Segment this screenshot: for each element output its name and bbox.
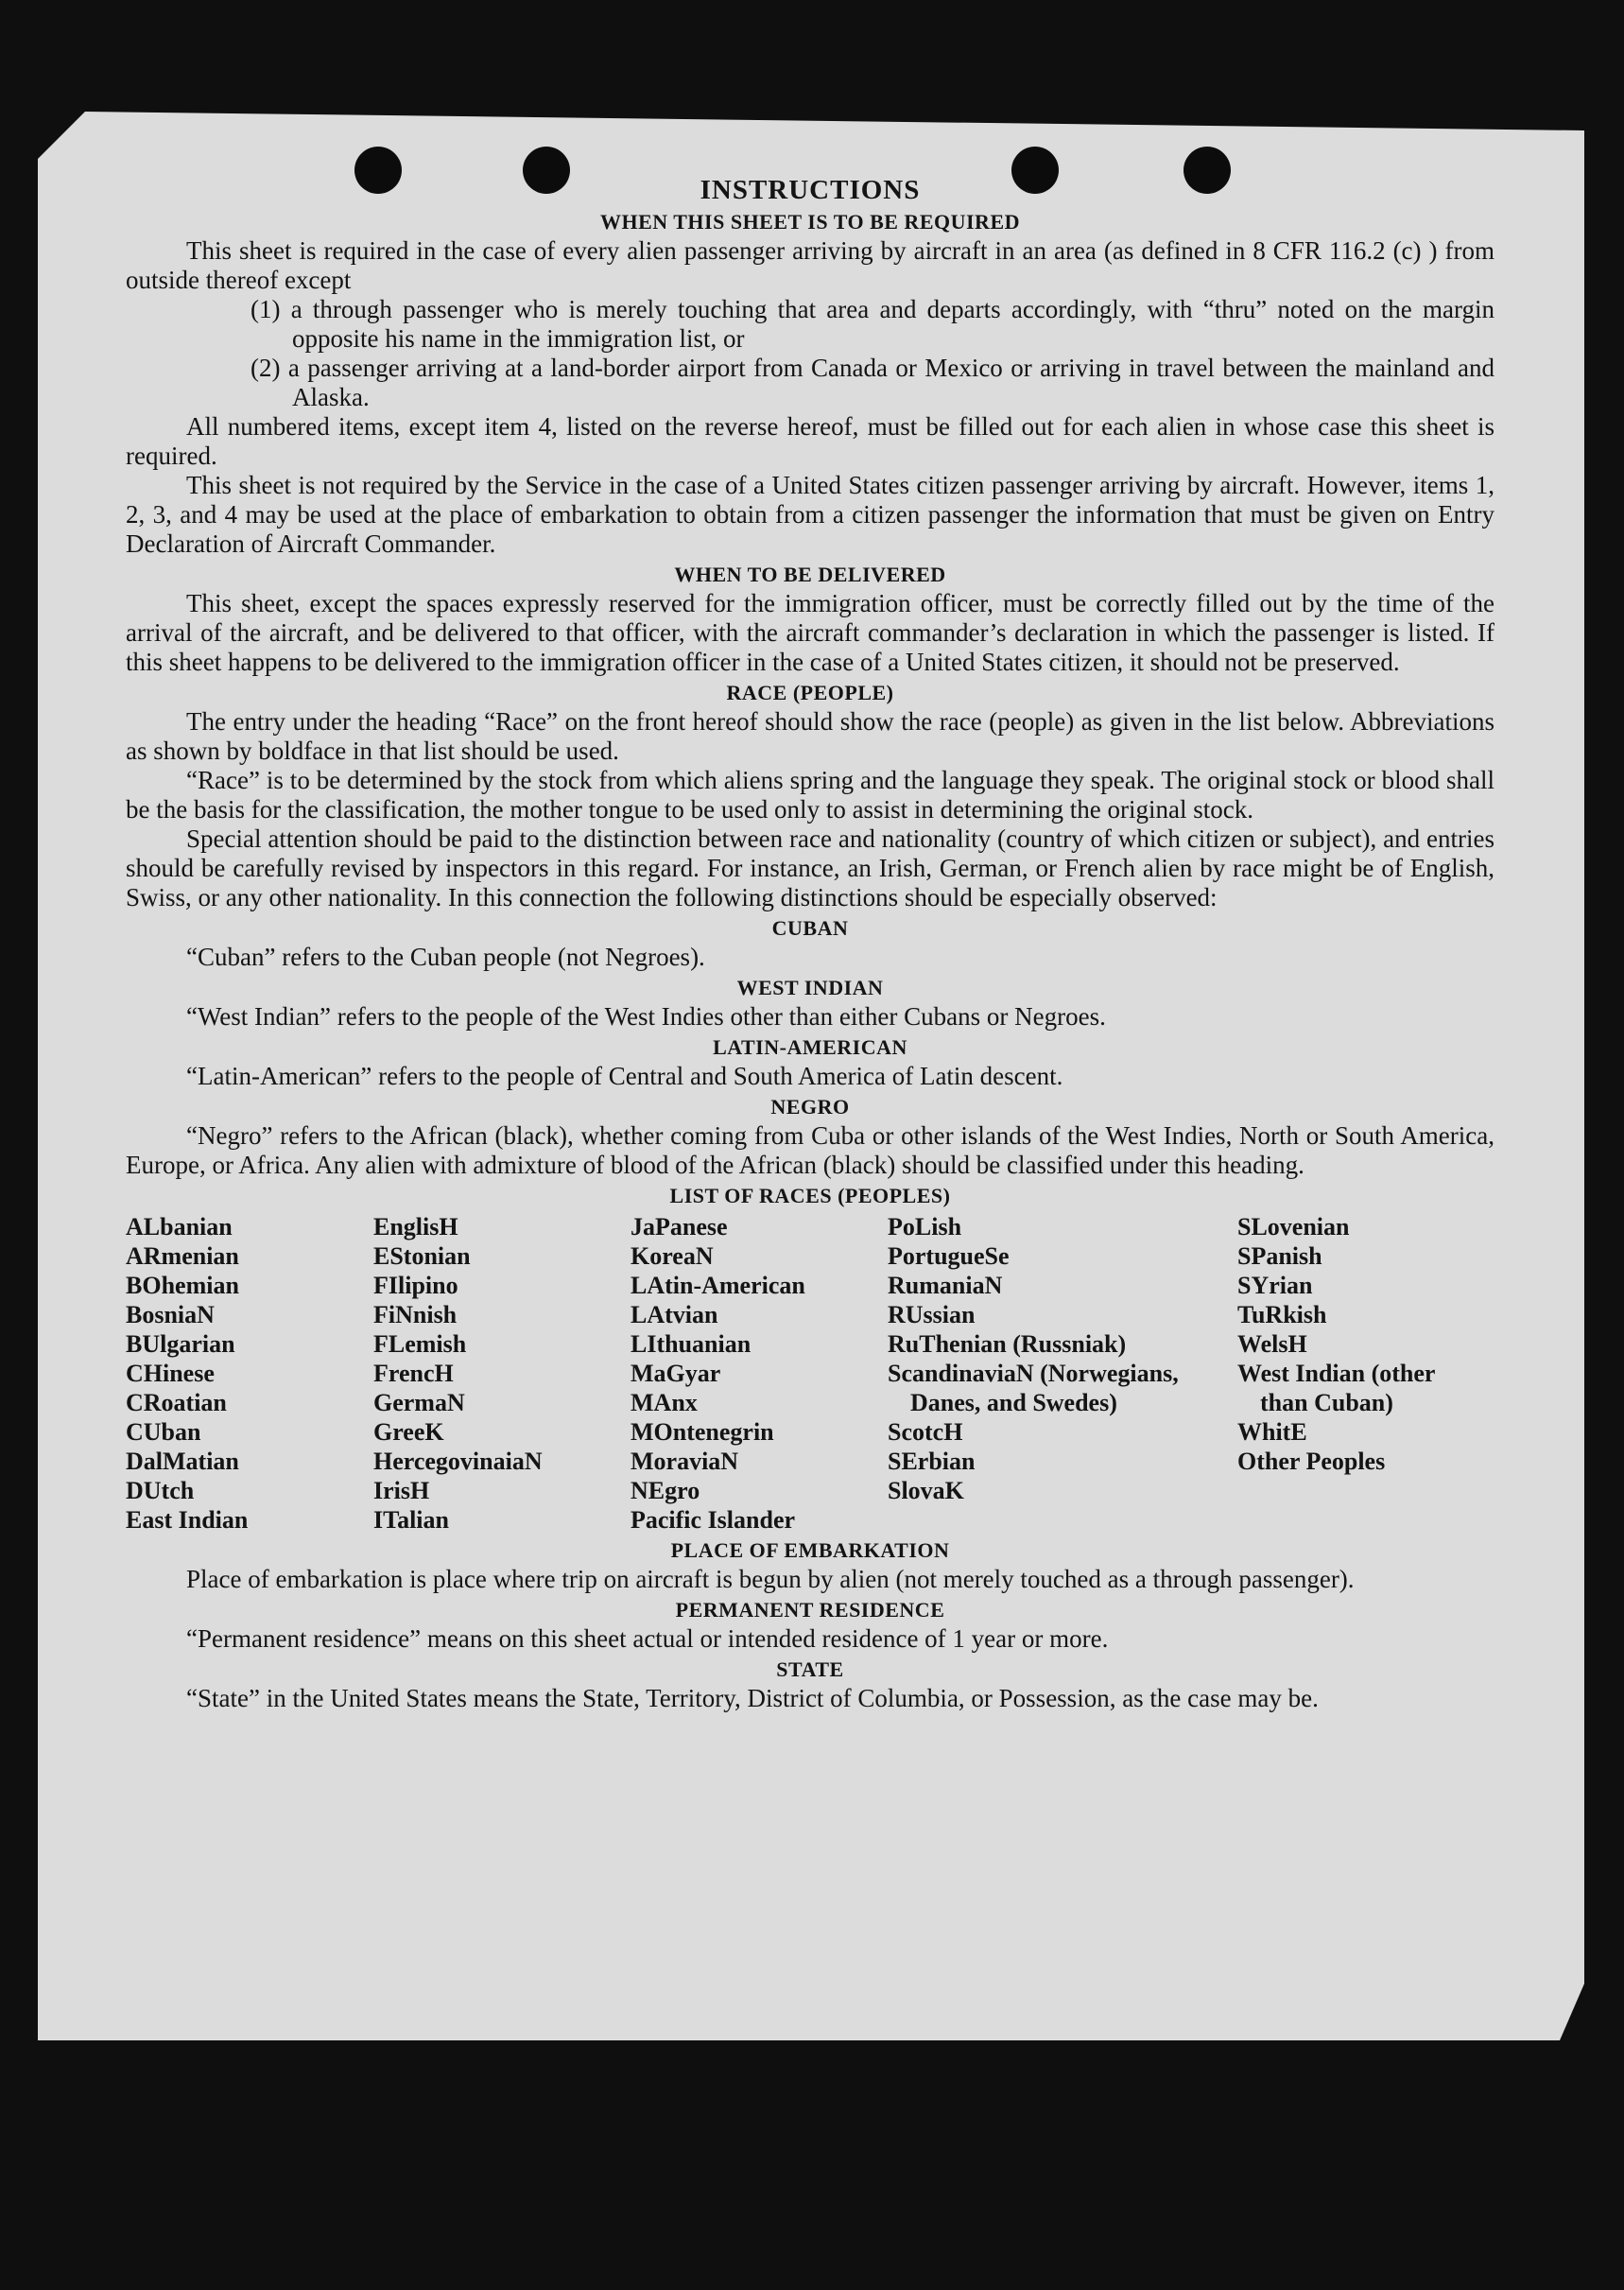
race-entry: BOhemian xyxy=(126,1272,239,1299)
race-entry: ScotcH xyxy=(888,1418,963,1446)
section-heading: WEST INDIAN xyxy=(736,976,884,999)
race-entry: RuThenian (Russniak) xyxy=(888,1330,1127,1358)
paragraph: “Permanent residence” means on this sheet actual or intended residence of 1 year or more. xyxy=(186,1624,1109,1653)
race-entry: ARmenian xyxy=(126,1242,239,1270)
race-entry: LIthuanian xyxy=(631,1330,752,1358)
race-entry: RumaniaN xyxy=(888,1272,1003,1299)
paragraph: “Cuban” refers to the Cuban people (not Negroes). xyxy=(186,943,705,971)
race-entry: SLovenian xyxy=(1237,1213,1350,1240)
race-entry: SErbian xyxy=(888,1448,976,1475)
races-list xyxy=(126,1212,1494,1535)
race-entry: LAtin-American xyxy=(631,1272,805,1299)
race-entry: LAtvian xyxy=(631,1301,718,1328)
paragraph: This sheet is not required by the Service in the case of a United States citizen passenger arriving by aircraft. However, items 1, 2, 3, and 4 may be used at the place of embarkation to obtain from a citizen passenger the information that must be given on Entry Declaration of Aircraft Commander. xyxy=(126,471,1494,558)
race-entry: JaPanese xyxy=(631,1213,728,1240)
race-entry: Pacific Islander xyxy=(631,1506,796,1534)
race-entry: CUban xyxy=(126,1418,201,1446)
race-entry: East Indian xyxy=(126,1506,249,1534)
race-entry: CHinese xyxy=(126,1360,215,1387)
section-heading: WHEN THIS SHEET IS TO BE REQUIRED xyxy=(599,210,1021,234)
races-column xyxy=(631,1212,888,1535)
list-item: (1) a through passenger who is merely touching that area and departs accordingly, with “thru” noted on the margin opposite his name in the immigration list, or xyxy=(251,295,1494,353)
race-entry: CRoatian xyxy=(126,1389,227,1416)
race-entry: FIlipino xyxy=(373,1272,458,1299)
paragraph: “Race” is to be determined by the stock from which aliens spring and the language they speak. The original stock or blood shall be the basis for the classification, the mother tongue to be used only to assist in determining the original stock. xyxy=(126,766,1494,824)
paragraph: “Negro” refers to the African (black), whether coming from Cuba or other islands of the West Indies, North or South America, Europe, or Africa. Any alien with admixture of blood of the African (black) should be classified under this heading. xyxy=(126,1121,1494,1179)
paragraph: “Latin-American” refers to the people of Central and South America of Latin descent. xyxy=(186,1062,1063,1090)
race-entry: SlovaK xyxy=(888,1477,964,1504)
race-entry: DUtch xyxy=(126,1477,195,1504)
races-column xyxy=(126,1212,373,1535)
race-entry: FLemish xyxy=(373,1330,467,1358)
race-entry: ALbanian xyxy=(126,1213,233,1240)
race-entry: SYrian xyxy=(1237,1272,1313,1299)
race-entry: NEgro xyxy=(631,1477,700,1504)
race-entry: ScandinaviaN (Norwegians, Danes, and Swedes) xyxy=(888,1360,1179,1416)
section-heading: PERMANENT RESIDENCE xyxy=(675,1598,945,1622)
list-item: (2) a passenger arriving at a land-border airport from Canada or Mexico or arriving in travel between the mainland and Alaska. xyxy=(251,354,1494,411)
race-entry: FrencH xyxy=(373,1360,454,1387)
section-heading: STATE xyxy=(776,1657,844,1681)
section-heading: WHEN TO BE DELIVERED xyxy=(674,563,946,586)
paragraph: This sheet, except the spaces expressly reserved for the immigration officer, must be correctly filled out by the time of the arrival of the aircraft, and be delivered to that officer, with the aircraft commander’s declaration in which the passenger is listed. If this sheet happens to be delivered to the immigration officer in the case of a United States citizen, it should not be preserved. xyxy=(126,589,1494,676)
paragraph: “West Indian” refers to the people of the West Indies other than either Cubans or Negroes. xyxy=(186,1002,1106,1031)
instructions-content xyxy=(126,174,1494,1713)
race-entry: SPanish xyxy=(1237,1242,1322,1270)
section-heading: LATIN-AMERICAN xyxy=(713,1035,907,1059)
race-entry: KoreaN xyxy=(631,1242,714,1270)
paragraph: All numbered items, except item 4, listed on the reverse hereof, must be filled out for each alien in whose case this sheet is required. xyxy=(126,412,1494,470)
paragraph: This sheet is required in the case of every alien passenger arriving by aircraft in an area (as defined in 8 CFR 116.2 (c) ) from outside thereof except xyxy=(126,236,1494,294)
race-entry: EStonian xyxy=(373,1242,471,1270)
race-entry: BUlgarian xyxy=(126,1330,235,1358)
race-entry: MoraviaN xyxy=(631,1448,739,1475)
race-entry: MAnx xyxy=(631,1389,698,1416)
race-entry: GermaN xyxy=(373,1389,465,1416)
race-entry: MOntenegrin xyxy=(631,1418,774,1446)
section-heading: LIST OF RACES (PEOPLES) xyxy=(669,1184,951,1207)
race-entry: WelsH xyxy=(1237,1330,1307,1358)
page-title: INSTRUCTIONS xyxy=(700,175,921,205)
section-heading: CUBAN xyxy=(771,916,849,940)
race-entry: PortugueSe xyxy=(888,1242,1010,1270)
race-entry: MaGyar xyxy=(631,1360,721,1387)
race-entry: RUssian xyxy=(888,1301,976,1328)
race-entry: Other Peoples xyxy=(1237,1448,1386,1475)
race-entry: TuRkish xyxy=(1237,1301,1327,1328)
race-entry: GreeK xyxy=(373,1418,444,1446)
race-entry: DalMatian xyxy=(126,1448,239,1475)
race-entry: EnglisH xyxy=(373,1213,458,1240)
races-column xyxy=(373,1212,631,1535)
race-entry: ITalian xyxy=(373,1506,449,1534)
paragraph: The entry under the heading “Race” on the front hereof should show the race (people) as given in the list below. Abbreviations as shown by boldface in that list should be used. xyxy=(126,707,1494,765)
section-heading: NEGRO xyxy=(770,1095,850,1119)
race-entry: West Indian (other than Cuban) xyxy=(1237,1360,1435,1416)
race-entry: WhitE xyxy=(1237,1418,1307,1446)
section-heading: PLACE OF EMBARKATION xyxy=(670,1538,950,1562)
race-entry: HercegovinaiaN xyxy=(373,1448,543,1475)
paragraph: Place of embarkation is place where trip on aircraft is begun by alien (not merely touched as a through passenger). xyxy=(186,1565,1355,1593)
race-entry: BosniaN xyxy=(126,1301,215,1328)
race-entry: FiNnish xyxy=(373,1301,458,1328)
races-column xyxy=(888,1212,1237,1535)
paragraph: Special attention should be paid to the distinction between race and nationality (country of which citizen or subject), and entries should be carefully revised by inspectors in this regard. For instance, an Irish, German, or French alien by race might be of English, Swiss, or any other nationality. In this connection the following distinctions should be especially observed: xyxy=(126,824,1494,911)
race-entry: PoLish xyxy=(888,1213,962,1240)
race-entry: IrisH xyxy=(373,1477,430,1504)
races-column xyxy=(1237,1212,1483,1535)
section-heading: RACE (PEOPLE) xyxy=(726,681,894,704)
paragraph: “State” in the United States means the State, Territory, District of Columbia, or Possession, as the case may be. xyxy=(186,1684,1319,1712)
